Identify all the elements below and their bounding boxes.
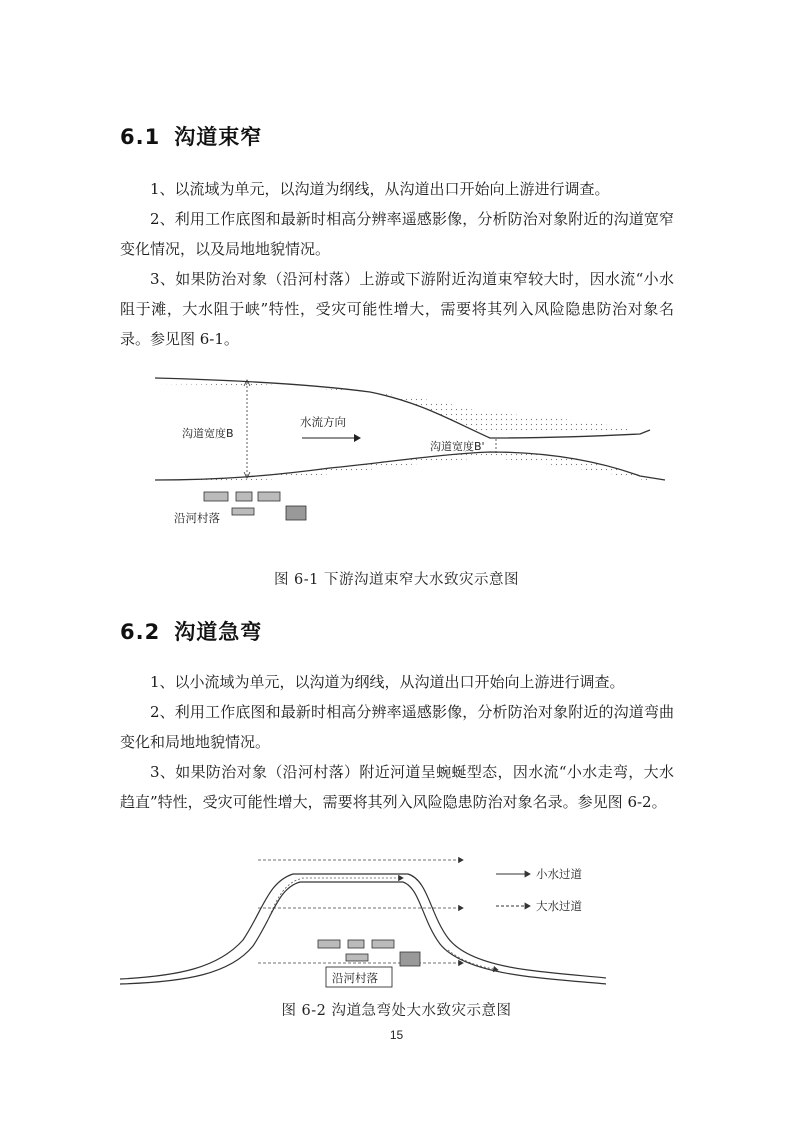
small-flow-path [448, 950, 498, 970]
house-icon [236, 492, 252, 501]
label-flow-direction: 水流方向 [300, 415, 346, 429]
figure-caption: 图 6-2 沟道急弯处大水致灾示意图 [281, 1003, 512, 1019]
top-bank-sediment [155, 380, 640, 434]
house-icon [318, 940, 340, 948]
label-village: 沿河村落 [332, 971, 378, 985]
legend-large-flow-label: 大水过道 [536, 899, 582, 913]
figure-channel-narrowing [150, 368, 670, 528]
paragraph: 1、以流域为单元，以沟道为纲线，从沟道出口开始向上游进行调查。 [150, 180, 610, 198]
page-number: 15 [389, 1028, 404, 1042]
bottom-bank-sediment [155, 452, 655, 484]
label-width-b: 沟道宽度B [182, 427, 234, 440]
section-heading-6-2 [120, 616, 262, 646]
section-number: 6.1 [120, 125, 161, 149]
legend-small-flow-label: 小水过道 [536, 867, 582, 881]
house-icon [348, 940, 364, 948]
section-title: 沟道急弯 [174, 620, 263, 644]
house-icon [204, 492, 228, 501]
paragraph: 2、利用工作底图和最新时相高分辨率遥感影像，分析防治对象附近的沟道宽窄变化情况，以及局地地貌情况。 [120, 210, 674, 258]
house-icon [286, 506, 306, 520]
paragraph: 3、如果防治对象（沿河村落）附近河道呈蜿蜒型态，因水流“小水走弯，大水趋直”特性，受灾可能性增大，需要将其列入风险隐患防治对象名录。参见图 6-2。 [120, 763, 674, 811]
house-icon [372, 940, 394, 948]
small-flow-path [268, 878, 403, 920]
section-heading-6-1 [120, 121, 262, 151]
figure-caption: 图 6-1 下游沟道束窄大水致灾示意图 [273, 572, 520, 588]
section-number: 6.2 [120, 620, 161, 644]
label-village: 沿河村落 [174, 511, 220, 525]
paragraph: 1、以小流域为单元，以沟道为纲线，从沟道出口开始向上游进行调查。 [150, 673, 625, 691]
house-icon [400, 952, 420, 966]
figure-sharp-bend [118, 850, 608, 990]
section-title: 沟道束窄 [174, 125, 263, 149]
house-icon [258, 492, 280, 501]
paragraph: 2、利用工作底图和最新时相高分辨率遥感影像，分析防治对象附近的沟道弯曲变化和局地地貌情况。 [120, 703, 674, 751]
paragraph: 3、如果防治对象（沿河村落）上游或下游附近沟道束窄较大时，因水流“小水阻于滩，大水阻于峡”特性，受灾可能性增大，需要将其列入风险隐患防治对象名录。参见图 6-1。 [120, 270, 674, 348]
house-icon [232, 508, 254, 515]
house-icon [346, 954, 368, 961]
label-width-b-prime: 沟道宽度B' [430, 440, 485, 453]
